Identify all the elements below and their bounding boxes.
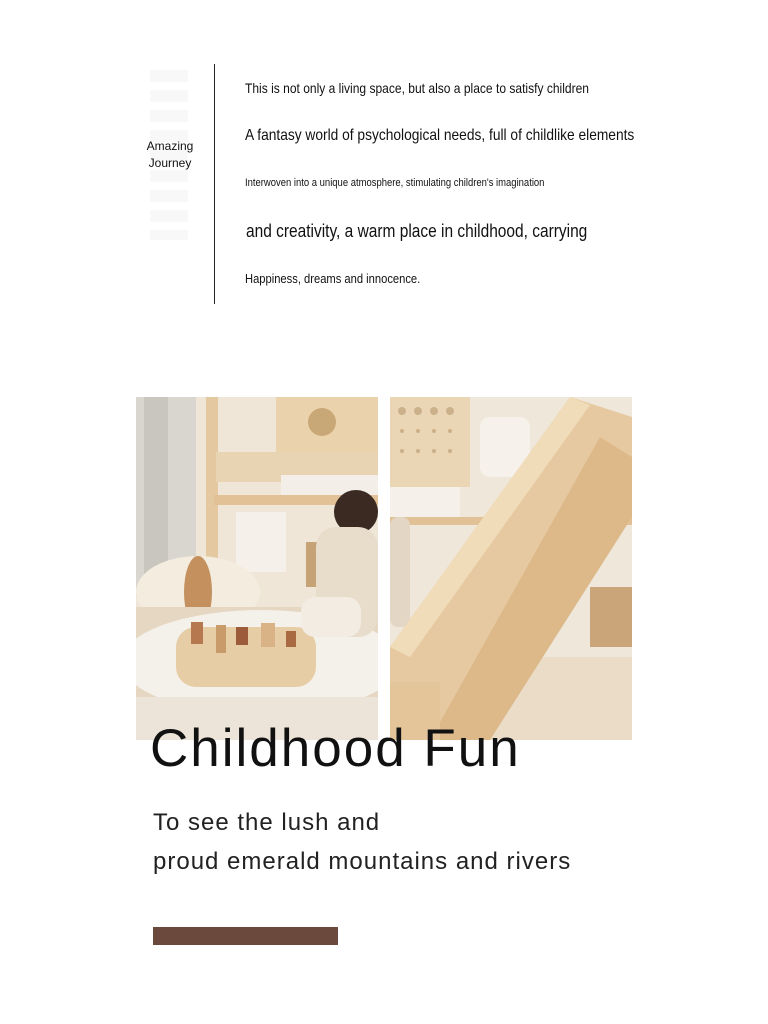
playroom-photo-right — [390, 397, 632, 740]
side-label-line-1: Amazing — [146, 139, 194, 153]
side-label — [140, 138, 200, 172]
subtitle-line-1: To see the lush and — [153, 809, 381, 836]
accent-bar — [153, 927, 338, 945]
intro-line-5: Happiness, dreams and innocence. — [245, 271, 421, 286]
vertical-divider — [214, 64, 215, 304]
side-label-line-2: Journey — [148, 156, 192, 170]
intro-line-1: This is not only a living space, but also a place to satisfy children — [245, 80, 589, 96]
intro-line-3: Interwoven into a unique atmosphere, stimulating children's imagination — [245, 177, 545, 189]
intro-line-4: and creativity, a warm place in childhood, carrying — [246, 221, 588, 241]
intro-line-2: A fantasy world of psychological needs, full of childlike elements — [245, 127, 635, 144]
headline: Childhood Fun — [150, 719, 521, 778]
subtitle-line-2: proud emerald mountains and rivers — [153, 848, 572, 875]
playroom-photo-left — [136, 397, 378, 740]
